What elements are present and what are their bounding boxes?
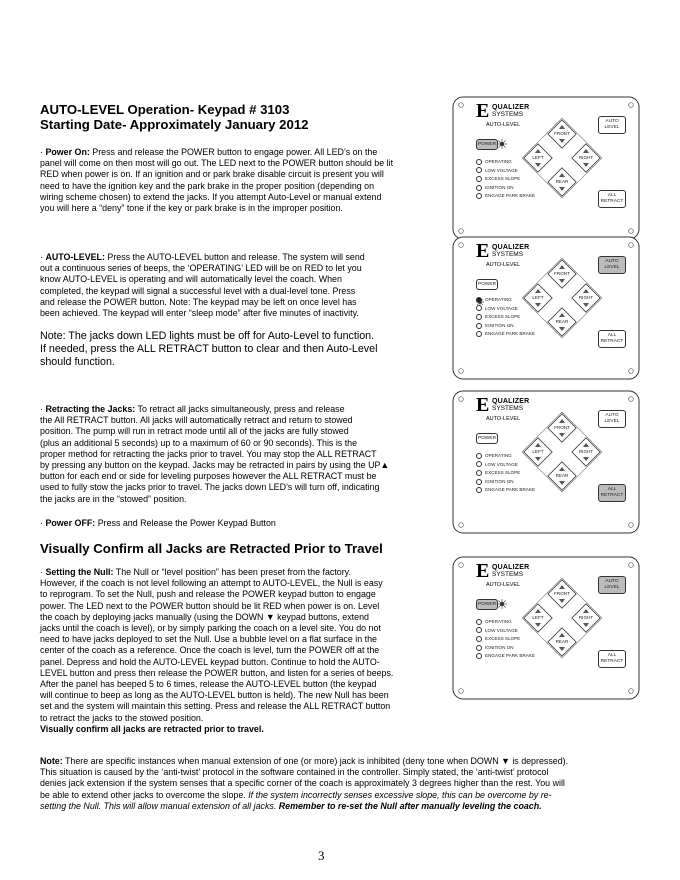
- page-number: 3: [318, 848, 325, 863]
- front-label: FRONT: [554, 131, 570, 136]
- led-list: [476, 452, 535, 495]
- text-line: (plus an additional 5 seconds) up to a maximum of 60 or 90 seconds). This is the: [40, 437, 358, 448]
- led-indicator: [476, 469, 535, 478]
- led-dot-icon: [476, 479, 482, 485]
- text-line: and release the POWER button. Note: The keypad may be left on once level has: [40, 296, 357, 307]
- brand-line-1: QUALIZER: [492, 104, 530, 111]
- brand-letter: E: [476, 100, 490, 122]
- brand-letter: E: [476, 394, 490, 416]
- all-retract-button-label-1: ALL: [607, 193, 617, 198]
- rear-label: REAR: [555, 473, 569, 478]
- led-dot-icon: [476, 176, 482, 182]
- keypad-subtitle: AUTO-LEVEL: [486, 122, 521, 128]
- bullet: ·: [40, 518, 43, 528]
- text-line: If needed, press the ALL RETRACT button to clear and then Auto-Level: [40, 343, 378, 355]
- rear-label: REAR: [555, 319, 569, 324]
- led-dot-icon: [476, 619, 482, 625]
- led-indicator: [476, 175, 535, 184]
- title-line-1: AUTO-LEVEL Operation- Keypad # 3103: [40, 102, 290, 117]
- all-retract-button-label-2: RETRACT: [600, 658, 624, 664]
- led-dot-icon: [476, 331, 482, 337]
- page-title: [40, 102, 308, 132]
- text-line: Note: The jacks down LED lights must be off for Auto-Level to function.: [40, 330, 375, 342]
- led-label: EXCESS SLOPE: [485, 176, 521, 182]
- text-line-italic: If the system incorrectly senses excessive slope, this can be overcome by re-: [248, 789, 552, 800]
- all-retract-button-label-1: ALL: [607, 487, 617, 492]
- led-indicator: [476, 167, 535, 176]
- led-dot-icon: [476, 297, 482, 303]
- text-line: been achieved. The keypad will enter “sleep mode” after five minutes of inactivity.: [40, 308, 359, 319]
- all-retract-button[interactable]: [598, 190, 626, 208]
- led-indicator: [476, 652, 535, 661]
- power-off-label: Power OFF:: [45, 518, 96, 528]
- null-paragraph: [40, 567, 445, 735]
- auto-level-button-label-1: AUTO: [605, 413, 619, 418]
- auto-level-button[interactable]: [598, 576, 626, 594]
- led-label: LOW VOLTAGE: [485, 167, 518, 173]
- text-line: wiring scheme chosen) to extend the jacks. If you attempt Auto-Level or manual extend: [40, 191, 382, 202]
- null-label: Setting the Null:: [45, 567, 114, 577]
- led-label: LOW VOLTAGE: [485, 305, 518, 311]
- text-line: LEVEL button and press then release the POWER button, and listen for a series of beeps.: [40, 667, 394, 678]
- led-label: EXCESS SLOPE: [485, 636, 521, 642]
- auto-level-note: [40, 330, 440, 369]
- auto-level-button[interactable]: [598, 256, 626, 274]
- led-label: ENGAGE PARK BRAKE: [485, 653, 535, 659]
- led-indicator: [476, 635, 535, 644]
- led-dot-icon: [476, 167, 482, 173]
- title-line-2: Starting Date- Approximately January 2012: [40, 117, 309, 132]
- text-line: center of the coach as a reference. Once the coach is level, turn the POWER off at the: [40, 645, 380, 656]
- left-label: LEFT: [532, 155, 544, 160]
- led-label: ENGAGE PARK BRAKE: [485, 331, 535, 337]
- front-label: FRONT: [554, 591, 570, 596]
- auto-level-button-label-1: AUTO: [605, 119, 619, 124]
- led-dot-icon: [476, 636, 482, 642]
- power-off-paragraph: [40, 518, 440, 529]
- text-line: need to have the ignition key and the park brake in the proper position (depending on: [40, 180, 375, 191]
- all-retract-button-label-2: RETRACT: [600, 338, 624, 344]
- text-line: to retract the jacks to the stowed position.: [40, 712, 204, 723]
- keypad-subtitle: AUTO-LEVEL: [486, 416, 521, 422]
- power-button[interactable]: POWER: [476, 139, 498, 150]
- led-dot-icon: [476, 314, 482, 320]
- led-label: IGNITION ON: [485, 322, 514, 328]
- auto-level-button-label-1: AUTO: [605, 259, 619, 264]
- led-label: IGNITION ON: [485, 184, 514, 190]
- led-dot-icon: [476, 645, 482, 651]
- text-line: the coach by deploying jacks manually (using the DOWN ▼ keypad buttons, extend: [40, 611, 369, 622]
- brand-letter: E: [476, 240, 490, 262]
- front-label: FRONT: [554, 425, 570, 430]
- front-label: FRONT: [554, 271, 570, 276]
- note-label: Note:: [40, 756, 63, 766]
- auto-level-button[interactable]: [598, 116, 626, 134]
- led-label: OPERATING: [485, 159, 512, 164]
- text-line: you will here a “deny” tone if the key or park brake is in the improper position.: [40, 203, 343, 214]
- led-label: OPERATING: [485, 453, 512, 458]
- text-line: should function.: [40, 356, 115, 368]
- null-closing-line: Visually confirm all jacks are retracted prior to travel.: [40, 723, 264, 734]
- text-line: the jacks are in the “stowed” position.: [40, 493, 187, 504]
- text-line: know AUTO-LEVEL is operating and will automatically level the coach. When: [40, 274, 342, 285]
- led-indicator: [476, 644, 535, 653]
- led-label: ENGAGE PARK BRAKE: [485, 193, 535, 199]
- led-dot-icon: [476, 305, 482, 311]
- auto-level-button-label-1: AUTO: [605, 579, 619, 584]
- led-indicator: [476, 184, 535, 193]
- text-line: After the panel has beeped 5 to 6 times, release the AUTO-LEVEL button (the keypad: [40, 679, 377, 690]
- text-line: jacks until the coach is level), or by simply parking the coach on a level site. You do not: [40, 623, 381, 634]
- text-line: to reprogram. To set the Null, push and release the POWER keypad button to engage: [40, 589, 376, 600]
- auto-level-button-label-2: LEVEL: [604, 418, 620, 424]
- text-line: used to fully stow the jacks prior to travel. The jacks down LED’s will turn off, indicating: [40, 482, 380, 493]
- right-label: RIGHT: [578, 449, 594, 454]
- led-dot-icon: [476, 487, 482, 493]
- text-line: There are specific instances when manual extension of one (or more) jack is inhibited (deny tone when DOWN ▼ is depressed).: [62, 756, 569, 766]
- sun-icon: [497, 139, 507, 149]
- text-line: panel will come on then most will go out. The LED next to the POWER button should be lit: [40, 158, 394, 169]
- text-line: proper method for retracting the jacks prior to travel. You may stop the ALL RETRACT: [40, 448, 377, 459]
- text-line: The Null or “level position” has been preset from the factory.: [113, 567, 351, 577]
- left-label: LEFT: [532, 295, 544, 300]
- led-dot-icon: [476, 470, 482, 476]
- led-indicator: [476, 192, 535, 201]
- led-indicator: [476, 313, 535, 322]
- bullet: ·: [40, 404, 43, 414]
- all-retract-button-label-2: RETRACT: [600, 198, 624, 204]
- retracting-paragraph: [40, 404, 440, 505]
- brand-line-2: SYSTEMS: [492, 251, 524, 258]
- led-label: IGNITION ON: [485, 644, 514, 650]
- text-line: button for each end or side for leveling purposes however the ALL RETRACT must be: [40, 471, 377, 482]
- right-label: RIGHT: [578, 615, 594, 620]
- brand-line-1: QUALIZER: [492, 564, 530, 571]
- led-dot-icon: [476, 159, 482, 165]
- text-line: To retract all jacks simultaneously, press and release: [135, 404, 345, 414]
- brand-line-2: SYSTEMS: [492, 111, 524, 118]
- text-line: This situation is caused by the ‘anti-twist’ protocol in the software contained in the controller. Simply stated, the ‘anti-twist’ protocol: [40, 767, 549, 778]
- text-line: power. The LED next to the POWER button should be lit RED when power is on. Level: [40, 600, 380, 611]
- led-indicator: [476, 478, 535, 487]
- led-dot-icon: [476, 323, 482, 329]
- all-retract-button[interactable]: [598, 484, 626, 502]
- led-indicator: [476, 486, 535, 495]
- left-label: LEFT: [532, 449, 544, 454]
- text-line: out a continuous series of beeps, the ‘OPERATING’ LED will be on RED to let you: [40, 263, 362, 274]
- text-line: denies jack extension if the system senses that a specific corner of the coach is approximately 3 degrees higher than the rest. You will: [40, 778, 565, 789]
- led-dot-icon: [476, 461, 482, 467]
- text-line: set and the system will maintain this setting. Press and release the ALL RETRACT button: [40, 701, 391, 712]
- led-label: LOW VOLTAGE: [485, 461, 518, 467]
- led-label: EXCESS SLOPE: [485, 470, 521, 476]
- led-label: ENGAGE PARK BRAKE: [485, 487, 535, 493]
- led-indicator: [476, 618, 535, 627]
- brand-line-2: SYSTEMS: [492, 405, 524, 412]
- text-line: the All RETRACT button. All jacks will automatically retract and return to stowed: [40, 415, 353, 426]
- text-line-bold-italic: Remember to re-set the Null after manually leveling the coach.: [278, 800, 542, 811]
- left-label: LEFT: [532, 615, 544, 620]
- led-dot-icon: [476, 193, 482, 199]
- led-label: OPERATING: [485, 619, 512, 624]
- led-indicator: [476, 322, 535, 331]
- text-line: position. The pump will run in retract mode until all of the jacks are fully stowed: [40, 426, 349, 437]
- text-line: need to have jacks deployed to set the Null. Use a bubble level on a flat surface in the: [40, 634, 377, 645]
- keypad-panel-power-on: [452, 96, 640, 240]
- keypad-panel-retract: [452, 390, 640, 534]
- text-line: completed, the keypad will signal a successful level with a dual-level tone. Press: [40, 285, 356, 296]
- all-retract-button[interactable]: [598, 650, 626, 668]
- auto-level-button-label-2: LEVEL: [604, 124, 620, 130]
- led-dot-icon: [476, 627, 482, 633]
- led-dot-icon: [476, 453, 482, 459]
- text-line: be able to extend other jacks to overcome the slope.: [40, 789, 249, 800]
- brand-letter: E: [476, 560, 490, 582]
- keypad-panel-auto-level: [452, 236, 640, 380]
- brand-line-2: SYSTEMS: [492, 571, 524, 578]
- text-line: RED when power is on. If an ignition and or park brake disable circuit is present you will: [40, 169, 384, 180]
- brand-line-1: QUALIZER: [492, 398, 530, 405]
- auto-level-paragraph: [40, 252, 440, 319]
- led-dot-icon: [476, 185, 482, 191]
- led-indicator: [476, 330, 535, 339]
- led-indicator: [476, 305, 535, 314]
- bullet: ·: [40, 252, 43, 262]
- keypad-subtitle: AUTO-LEVEL: [486, 582, 521, 588]
- led-indicator: [476, 461, 535, 470]
- led-list: [476, 296, 535, 339]
- led-dot-icon: [476, 653, 482, 659]
- bullet: ·: [40, 567, 43, 577]
- power-button[interactable]: POWER: [476, 279, 498, 290]
- power-button[interactable]: POWER: [476, 433, 498, 444]
- led-label: IGNITION ON: [485, 478, 514, 484]
- visually-confirm-heading: Visually Confirm all Jacks are Retracted Prior to Travel: [40, 541, 383, 556]
- led-indicator: [476, 627, 535, 636]
- keypad-subtitle: AUTO-LEVEL: [486, 262, 521, 268]
- text-line: Press and release the POWER button to engage power. All LED’s on the: [89, 147, 378, 157]
- right-label: RIGHT: [578, 155, 594, 160]
- text-line-italic: setting the Null. This will allow manual extension of all jacks.: [40, 800, 279, 811]
- led-label: OPERATING: [485, 297, 512, 302]
- brand-line-1: QUALIZER: [492, 244, 530, 251]
- text-line: by pressing any button on the keypad. Jacks may be retracted in pairs by using the UP▲: [40, 460, 390, 471]
- auto-level-button[interactable]: [598, 410, 626, 428]
- sun-icon: [497, 599, 507, 609]
- retracting-label: Retracting the Jacks:: [45, 404, 136, 414]
- power-button[interactable]: POWER: [476, 599, 498, 610]
- led-indicator: [476, 452, 535, 461]
- auto-level-button-label-2: LEVEL: [604, 264, 620, 270]
- right-label: RIGHT: [578, 295, 594, 300]
- led-indicator: [476, 158, 535, 167]
- led-list: [476, 618, 535, 661]
- power-on-paragraph: [40, 147, 440, 214]
- all-retract-button-label-1: ALL: [607, 333, 617, 338]
- bottom-note: [40, 756, 650, 812]
- keypad-panel-null: [452, 556, 640, 700]
- text-line: Press and Release the Power Keypad Button: [95, 518, 276, 528]
- all-retract-button-label-2: RETRACT: [600, 492, 624, 498]
- all-retract-button-label-1: ALL: [607, 653, 617, 658]
- auto-level-label: AUTO-LEVEL:: [45, 252, 105, 262]
- led-label: EXCESS SLOPE: [485, 314, 521, 320]
- rear-label: REAR: [555, 179, 569, 184]
- power-on-label: Power On:: [45, 147, 90, 157]
- bullet: ·: [40, 147, 43, 157]
- text-line: will continue to beep as long as the AUTO-LEVEL button is held). The new Null has been: [40, 690, 389, 701]
- auto-level-button-label-2: LEVEL: [604, 584, 620, 590]
- led-indicator: [476, 296, 535, 305]
- text-line: However, if the coach is not level following an attempt to AUTO-LEVEL, the Null is easy: [40, 578, 383, 589]
- all-retract-button[interactable]: [598, 330, 626, 348]
- led-list: [476, 158, 535, 201]
- text-line: panel. Depress and hold the AUTO-LEVEL keypad button. Continue to hold the AUTO-: [40, 656, 380, 667]
- led-label: LOW VOLTAGE: [485, 627, 518, 633]
- rear-label: REAR: [555, 639, 569, 644]
- text-line: Press the AUTO-LEVEL button and release. The system will send: [104, 252, 365, 262]
